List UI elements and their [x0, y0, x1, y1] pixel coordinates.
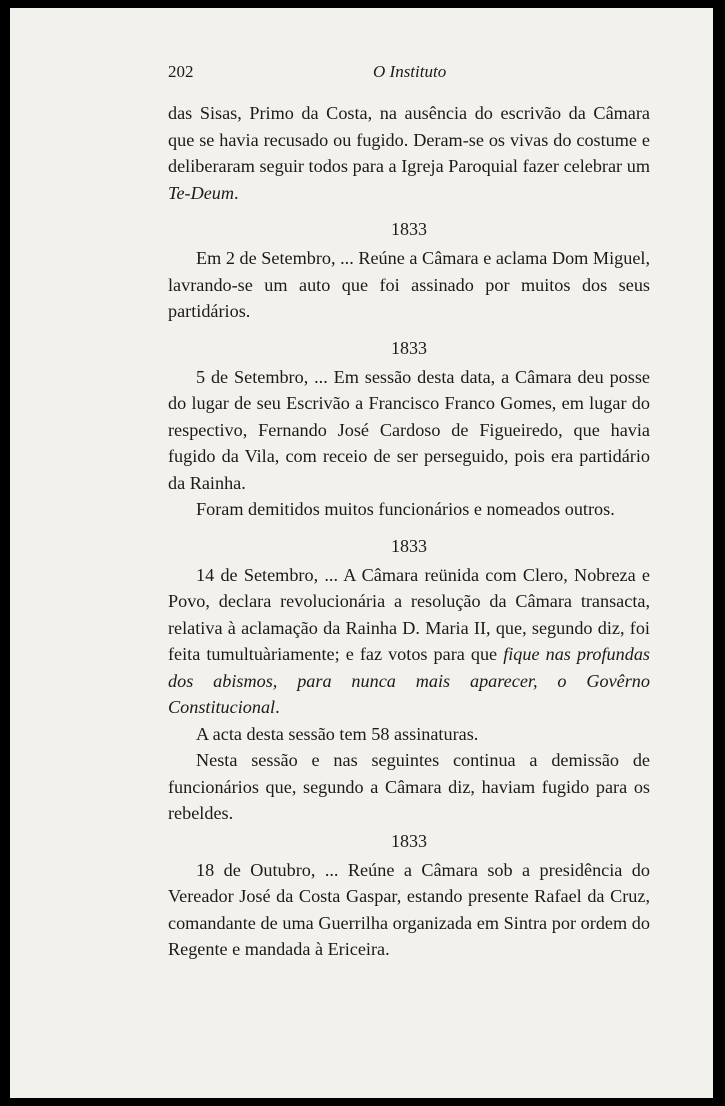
body-text [168, 100, 650, 963]
entry-3-text: 14 de Setembro, ... A Câmara reünida com Clero, Nobreza e Povo, declara revolucionária a resolução da Câmara transacta, relativa à aclamação da Rainha D. Maria II, que, segundo diz, foi feita tumultuàriamente; e faz votos para que [168, 564, 650, 664]
entry-2-paragraph-2: Foram demitidos muitos funcionários e nomeados outros. [196, 499, 615, 519]
opening-end: . [234, 182, 239, 203]
page-header [168, 62, 650, 86]
year-heading-4: 1833 [391, 830, 427, 851]
book-page [10, 8, 713, 1098]
running-title: O Instituto [373, 62, 447, 81]
entry-1-paragraph: Em 2 de Setembro, ... Reúne a Câmara e aclama Dom Miguel, lavrando-se um auto que foi assinado por muitos dos seus partidários. [168, 248, 650, 321]
year-heading-1: 1833 [391, 219, 427, 239]
page-number: 202 [168, 62, 194, 81]
entry-3-paragraph-3: Nesta sessão e nas seguintes continua a demissão de funcionários que, segundo a Câmara diz, haviam fugido para os rebeldes. [168, 750, 650, 823]
opening-italic: Te-Deum [168, 182, 235, 203]
entry-3-paragraph [168, 562, 650, 721]
entry-3-end: . [275, 697, 280, 717]
entry-2-paragraph: 5 de Setembro, ... Em sessão desta data, a Câmara deu posse do lugar de seu Escrivão a Francisco Franco Gomes, em lugar do respectivo, Fernando José Cardoso de Figueiredo, que havia fugido da Vila, com receio de ser perseguido, pois era partidário da Rainha. [168, 366, 650, 493]
entry-3-italic: fique nas profundas dos abismos, para nunca mais aparecer, o Govêrno Constitucional [168, 644, 650, 717]
opening-text: das Sisas, Primo da Costa, na ausência do escrivão da Câmara que se havia recusado ou fugido. Deram-se os vivas do costume e deliberaram seguir todos para a Igreja Paroquial fazer celebrar um [168, 103, 650, 176]
entry-4-paragraph: 18 de Outubro, ... Reúne a Câmara sob a presidência do Vereador José da Costa Gaspar, estando presente Rafael da Cruz, comandante de uma Guerrilha organizada em Sintra por ordem do Regente e mandada à Ericeira. [168, 859, 650, 959]
entry-3-paragraph-2: A acta desta sessão tem 58 assinaturas. [196, 723, 479, 744]
opening-paragraph [168, 100, 650, 206]
year-heading-3: 1833 [391, 535, 427, 556]
year-heading-2: 1833 [391, 337, 427, 358]
